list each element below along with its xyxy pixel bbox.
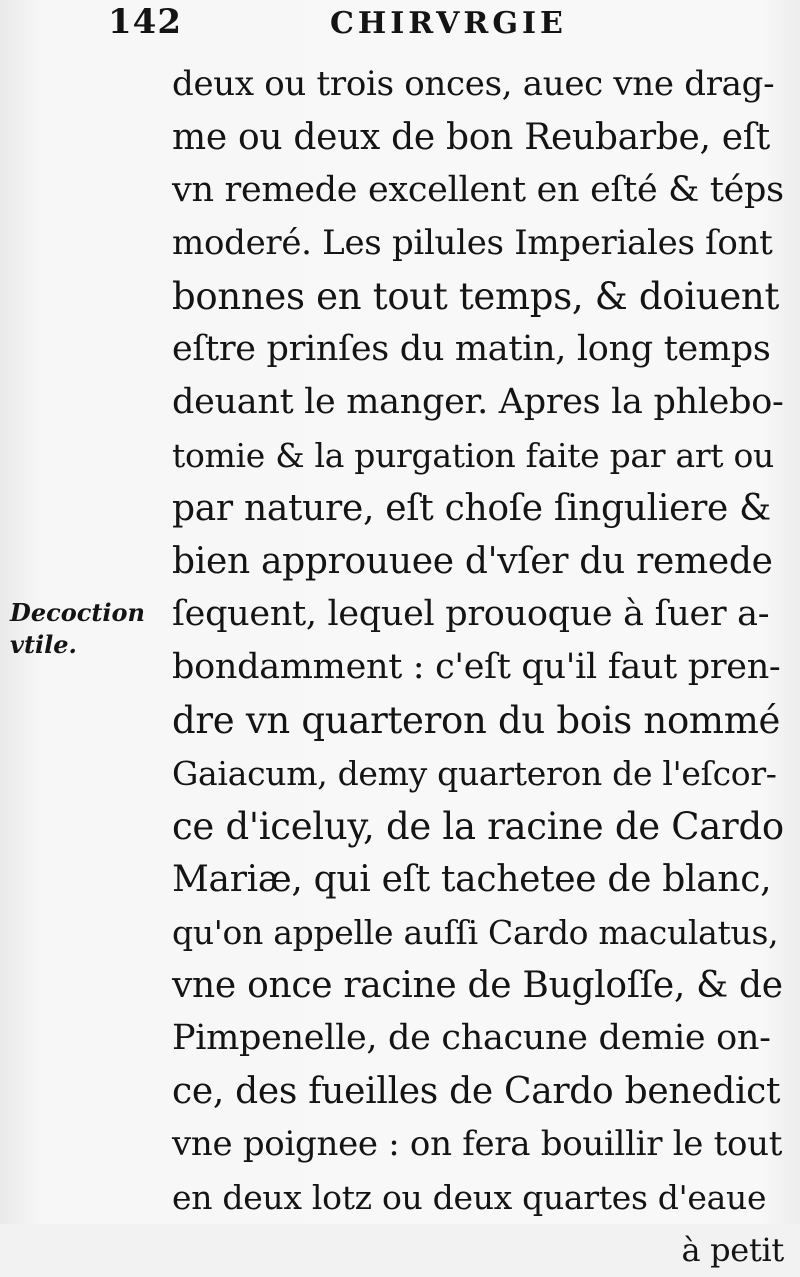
margin-note [10, 597, 160, 661]
text-line: vn remede excellent en eſté & téps [172, 170, 784, 210]
text-line: eſtre prinſes du matin, long temps [172, 329, 771, 369]
text-line: bonnes en tout temps, & doiuent [172, 275, 780, 318]
text-line: par nature, eſt choſe ſinguliere & [172, 488, 771, 529]
text-line: bondamment : c'eſt qu'il faut pren- [172, 647, 781, 687]
text-line: ce d'iceluy, de la racine de Cardo [172, 805, 784, 848]
body-text [172, 58, 784, 1277]
text-line: moderé. Les pilules Imperiales ſont [172, 223, 773, 263]
text-line: deuant le manger. Apres la phlebo- [172, 382, 784, 422]
text-line: bien approuuee d'vſer du remede [172, 541, 773, 582]
text-line: Mariæ, qui eſt tachetee de blanc, [172, 859, 772, 900]
text-line: vne poignee : on fera bouillir le tout [172, 1124, 783, 1164]
page-number: 142 [108, 2, 182, 42]
text-line: vne once racine de Bugloſſe, & de [172, 965, 783, 1006]
text-line: qu'on appelle auſſi Cardo maculatus, [172, 913, 779, 952]
catchword: à petit [681, 1231, 784, 1269]
text-line: deux ou trois onces, auec vne drag- [172, 64, 775, 104]
text-line: dre vn quarteron du bois nommé [172, 699, 781, 742]
margin-note-line: vtile. [10, 630, 77, 659]
running-title: CHIRVRGIE [330, 6, 567, 41]
text-line: en deux lotz ou deux quartes d'eaue [172, 1178, 767, 1217]
text-line: ſequent, lequel prouoque à ſuer a- [172, 594, 770, 634]
text-line: Pimpenelle, de chacune demie on- [172, 1018, 771, 1058]
page-header [0, 2, 800, 52]
text-line: Gaiacum, demy quarteron de l'eſcor- [172, 754, 777, 793]
margin-note-line: Decoction [10, 598, 145, 627]
text-line: ce, des fueilles de Cardo benedict [172, 1071, 781, 1112]
text-line: tomie & la purgation faite par art ou [172, 436, 774, 475]
text-line: me ou deux de bon Reubarbe, eſt [172, 117, 770, 158]
